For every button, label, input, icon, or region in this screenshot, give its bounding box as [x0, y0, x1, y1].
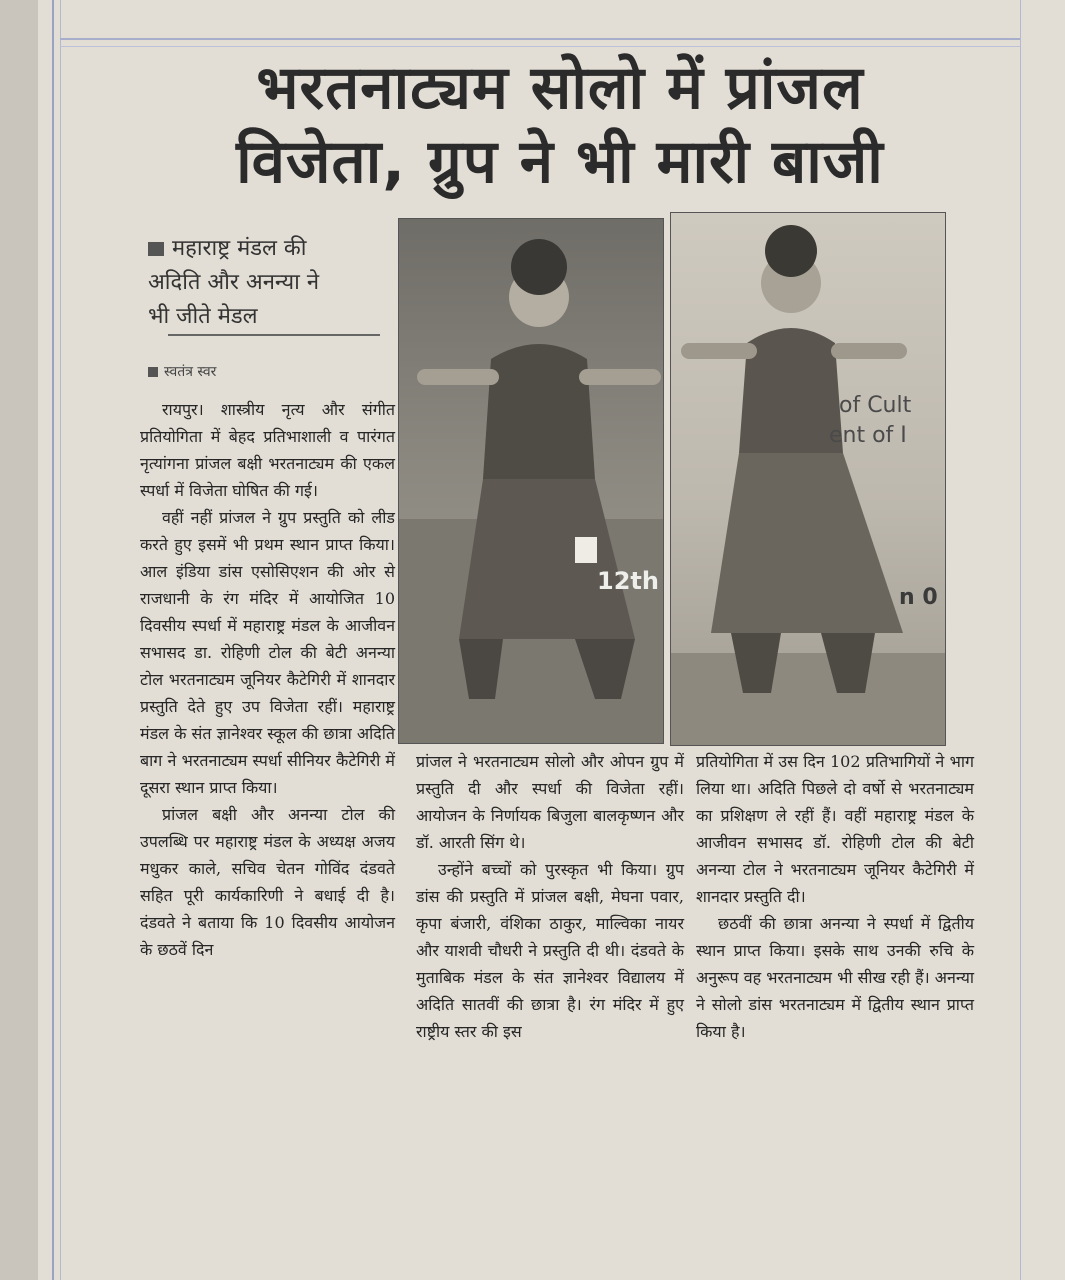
- headline-line-1: भरतनाट्यम सोलो में प्रांजल: [256, 53, 864, 123]
- square-bullet-icon: [148, 242, 164, 256]
- square-bullet-icon: [148, 367, 158, 377]
- article-column-2: [416, 748, 684, 1045]
- margin-rule-right: [1020, 0, 1021, 1280]
- dancer-photo-left: [398, 218, 664, 744]
- article-paragraph: प्रांजल ने भरतनाट्यम सोलो और ओपन ग्रुप में प्रस्तुति दी और स्पर्धा की विजेता रहीं। आयोजन के निर्णायक बिजुला बालकृष्णन और डॉ. आरती सिंग थे।: [416, 752, 684, 852]
- deck-line-1: महाराष्ट्र मंडल की: [148, 232, 386, 266]
- margin-rule-left: [52, 0, 54, 1280]
- photo-background-text: ent of I: [829, 423, 907, 448]
- dancer-figure-left: [399, 219, 663, 743]
- photo-background-text: of Cult: [839, 393, 912, 418]
- article-paragraph: वहीं नहीं प्रांजल ने ग्रुप प्रस्तुति को लीड करते हुए इसमें भी प्रथम स्थान प्राप्त किया। आल इंडिया डांस एसोसिएशन की ओर से राजधानी के रंग मंदिर में आयोजित 10 दिवसीय स्पर्धा में महाराष्ट्र मंडल के आजीवन सभासद डा. रोहिणी टोल की बेटी अनन्या टोल भरतनाट्यम जूनियर कैटेगिरी में शानदार प्रस्तुति देते हुए उप विजेता रहीं। महाराष्ट्र मंडल के संत ज्ञानेश्वर स्कूल की छात्रा अदिति बाग ने भरतनाट्यम स्पर्धा सीनियर कैटेगिरी में दूसरा स्थान प्राप्त किया।: [140, 508, 395, 797]
- deck-line-3: भी जीते मेडल: [148, 304, 258, 329]
- byline-text: स्वतंत्र स्वर: [164, 364, 217, 380]
- article-paragraph: उन्होंने बच्चों को पुरस्कृत भी किया। ग्रुप डांस की प्रस्तुति में प्रांजल बक्षी, मेघना पवार, कृपा बंजारी, वंशिका ठाकुर, माल्विका नायर और याशवी चौधरी ने प्रस्तुति दी थी। दंडवते के मुताबिक मंडल के संत ज्ञानेश्वर विद्यालय में अदिति सातवीं की छात्रा है। रंग मंदिर में हुए राष्ट्रीय स्तर की इस: [416, 860, 684, 1041]
- photo-background-text: 12th: [597, 567, 659, 595]
- deck-subheading: [148, 232, 386, 334]
- dancer-figure-right: [671, 213, 945, 745]
- headline-line-2: विजेता, ग्रुप ने भी मारी बाजी: [236, 127, 884, 197]
- dancer-photo-right: [670, 212, 946, 746]
- deck-line-2: अदिति और अनन्या ने: [148, 270, 320, 295]
- photo-background-text: n 0: [899, 585, 938, 610]
- margin-rule-left-inner: [60, 0, 61, 1280]
- article-paragraph: प्रांजल बक्षी और अनन्या टोल की उपलब्धि पर महाराष्ट्र मंडल के अध्यक्ष अजय मधुकर काले, सचिव चेतन गोविंद दंडवते सहित पूरी कार्यकारिणी ने बधाई दी है। दंडवते ने बताया कि 10 दिवसीय आयोजन के छठवें दिन: [140, 805, 395, 959]
- article-paragraph: प्रतियोगिता में उस दिन 102 प्रतिभागियों ने भाग लिया था। अदिति पिछले दो वर्षो से भरतनाट्यम का प्रशिक्षण ले रहीं हैं। वहीं महाराष्ट्र मंडल के आजीवन सभासद डॉ. रोहिणी टोल की बेटी अनन्या टोल ने भरतनाट्यम जूनियर कैटेगिरी में शानदार प्रस्तुति दी।: [696, 752, 974, 906]
- article-column-3: [696, 748, 974, 1045]
- article-column-1: [140, 396, 395, 963]
- article-paragraph: रायपुर। शास्त्रीय नृत्य और संगीत प्रतियोगिता में बेहद प्रतिभाशाली व पारंगत नृत्यांगना प्रांजल बक्षी भरतनाट्यम की एकल स्पर्धा में विजेता घोषित की गई।: [140, 400, 395, 500]
- deck-divider: [168, 334, 380, 336]
- article-paragraph: छठवीं की छात्रा अनन्या ने स्पर्धा में द्वितीय स्थान प्राप्त किया। इसके साथ उनकी रुचि के अनुरूप वह भरतनाट्यम भी सीख रही हैं। अनन्या ने सोलो डांस भरतनाट्यम में द्वितीय स्थान प्राप्त किया है।: [696, 914, 974, 1041]
- margin-rule-top: [60, 38, 1020, 40]
- byline: [148, 362, 216, 381]
